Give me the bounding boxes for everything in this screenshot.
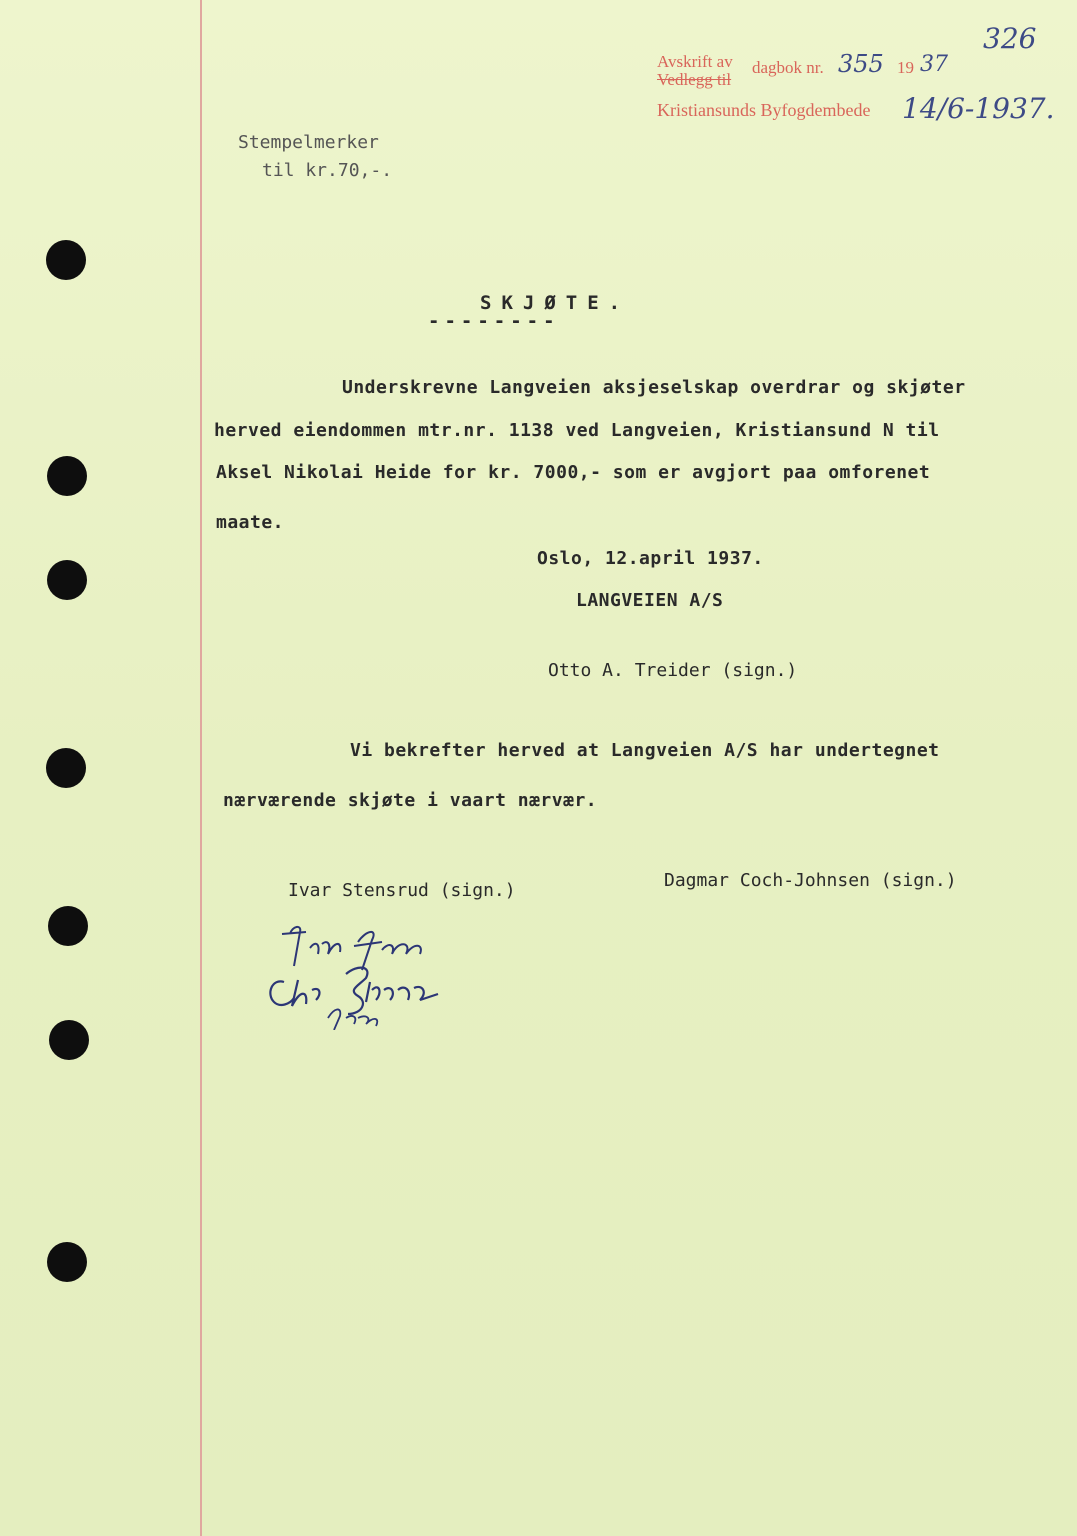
handwritten-date: 14/6-1937. <box>902 92 1055 125</box>
company-name: LANGVEIEN A/S <box>576 590 724 611</box>
stamp-note-line2: til kr.70,-. <box>262 160 393 181</box>
witness-right: Dagmar Coch-Johnsen (sign.) <box>664 870 957 891</box>
paragraph-1-line-1: Underskrevne Langveien aksjeselskap overdrar og skjøter <box>342 377 966 398</box>
paragraph-1-line-4: maate. <box>216 512 285 533</box>
title-underline: -------- <box>428 310 560 332</box>
punch-hole <box>47 1242 87 1282</box>
place-date: Oslo, 12.april 1937. <box>537 548 764 569</box>
stamp-year-prefix: 19 <box>897 58 914 77</box>
punch-hole <box>46 748 86 788</box>
stamp-vedlegg: Vedlegg til <box>657 70 732 89</box>
paragraph-1-line-2: herved eiendommen mtr.nr. 1138 ved Langveien, Kristiansund N til <box>214 420 940 441</box>
stamp-note-line1: Stempelmerker <box>238 132 379 153</box>
paragraph-1-line-3: Aksel Nikolai Heide for kr. 7000,- som er avgjort paa omforenet <box>216 462 931 483</box>
punch-hole <box>48 906 88 946</box>
paragraph-2-line-2: nærværende skjøte i vaart nærvær. <box>223 790 598 811</box>
handwritten-signature <box>262 920 462 1030</box>
stamp-avskrift: Avskrift av <box>657 52 733 71</box>
punch-hole <box>47 456 87 496</box>
paragraph-2-line-1: Vi bekrefter herved at Langveien A/S har undertegnet <box>350 740 940 761</box>
witness-left: Ivar Stensrud (sign.) <box>288 880 516 901</box>
page-number: 326 <box>983 22 1037 55</box>
company-signer: Otto A. Treider (sign.) <box>548 660 798 681</box>
document-title: SKJØTE. <box>480 292 631 314</box>
dagbok-number: 355 <box>838 50 884 78</box>
stamp-office: Kristiansunds Byfogdembede <box>657 100 871 120</box>
punch-hole <box>46 240 86 280</box>
punch-hole <box>49 1020 89 1060</box>
margin-line <box>200 0 202 1536</box>
dagbok-year: 37 <box>920 52 948 77</box>
stamp-dagbok-label: dagbok nr. <box>752 58 824 77</box>
punch-hole <box>47 560 87 600</box>
